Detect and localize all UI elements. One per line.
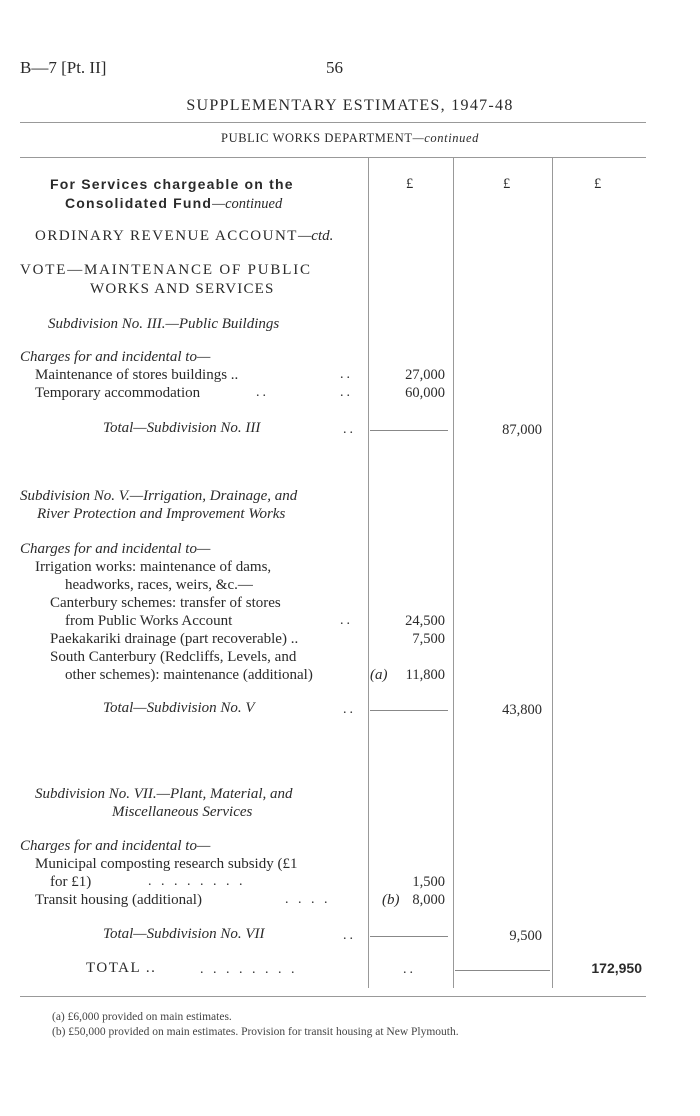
vote-heading-line2: WORKS AND SERVICES — [90, 281, 275, 297]
subdivision-5-line-5-amount: 7,500 — [412, 631, 445, 647]
leader-dots: . . . . . . . . — [148, 874, 246, 889]
subtotal-rule — [370, 430, 448, 431]
total-rule — [455, 970, 550, 971]
subtotal-rule — [370, 936, 448, 937]
page-reference: B—7 [Pt. II] — [20, 58, 107, 77]
subdivision-5-line-4-amount: 24,500 — [405, 613, 445, 629]
leader-dots: .. — [343, 928, 356, 943]
leader-dots: . . . . . . . . — [200, 962, 298, 977]
subdivision-5-heading-line2: River Protection and Improvement Works — [37, 506, 286, 522]
leader-dots: .. — [343, 422, 356, 437]
subdivision-7-line-1: Municipal composting research subsidy (£1 — [35, 856, 298, 872]
account-heading — [35, 228, 333, 245]
subtotal-rule — [370, 710, 448, 711]
account-suffix: —ctd. — [297, 228, 334, 244]
subdivision-5-heading-line1: Subdivision No. V.—Irrigation, Drainage, and — [20, 488, 298, 504]
document-title: SUPPLEMENTARY ESTIMATES, 1947-48 — [186, 97, 514, 114]
column-1-currency: £ — [406, 176, 414, 192]
subdivision-5-charges: Charges for and incidental to— — [20, 541, 211, 557]
subdivision-5-line-3: Canterbury schemes: transfer of stores — [50, 595, 281, 611]
title-rule — [20, 122, 646, 123]
subdivision-5-line-7-amount: 11,800 — [405, 667, 445, 683]
footnote-b: (b) £50,000 provided on main estimates. Provision for transit housing at New Plymouth. — [52, 1026, 459, 1038]
subdivision-7-line-2: for £1) — [50, 874, 92, 890]
column-divider-2 — [453, 158, 454, 988]
subdivision-7-charges: Charges for and incidental to— — [20, 838, 211, 854]
department-heading — [0, 131, 700, 146]
page-number: 56 — [326, 58, 343, 77]
subdivision-3-heading: Subdivision No. III.—Public Buildings — [48, 316, 280, 332]
vote-heading-line1: VOTE—MAINTENANCE OF PUBLIC — [20, 262, 312, 278]
subdivision-5-line-6: South Canterbury (Redcliffs, Levels, and — [50, 649, 297, 665]
leader-dots: .. — [343, 702, 356, 717]
department-name: PUBLIC WORKS DEPARTMENT — [221, 131, 413, 145]
subdivision-5-line-4: from Public Works Account — [65, 613, 233, 629]
leader-dots: .. — [256, 385, 269, 400]
account-name: ORDINARY REVENUE ACCOUNT — [35, 228, 298, 244]
subdivision-5-line-5: Paekakariki drainage (part recoverable) .. — [50, 631, 299, 647]
subdivision-5-total-label: Total—Subdivision No. V — [103, 700, 255, 716]
services-continued: —continued — [212, 196, 283, 212]
column-2-currency: £ — [503, 176, 511, 192]
subdivision-7-line-2-amount: 1,500 — [412, 874, 445, 890]
subdivision-5-line-2: headworks, races, weirs, &c.— — [65, 577, 253, 593]
footnote-marker-a: (a) — [370, 667, 388, 683]
column-3-currency: £ — [594, 176, 602, 192]
footnote-a: (a) £6,000 provided on main estimates. — [52, 1011, 232, 1023]
subdivision-3-total: 87,000 — [502, 422, 542, 438]
subdivision-3-charges: Charges for and incidental to— — [20, 349, 211, 365]
subdivision-3-item-1: Maintenance of stores buildings .. — [35, 367, 239, 383]
table-bottom-rule — [20, 996, 646, 997]
leader-dots: .. — [340, 385, 353, 400]
services-heading-line1: For Services chargeable on the — [50, 176, 294, 192]
leader-dots: .. — [340, 367, 353, 382]
subdivision-7-line-3: Transit housing (additional) — [35, 892, 202, 908]
consolidated-fund-label: Consolidated Fund — [65, 195, 213, 211]
department-continued: —continued — [412, 131, 479, 145]
grand-total-value: 172,950 — [591, 960, 642, 976]
subdivision-7-heading-line1: Subdivision No. VII.—Plant, Material, and — [35, 786, 293, 802]
leader-dots: . . . . — [285, 892, 331, 907]
leader-dots: .. — [340, 613, 353, 628]
column-divider-1 — [368, 158, 369, 988]
subdivision-3-item-2: Temporary accommodation — [35, 385, 201, 401]
subdivision-5-total: 43,800 — [502, 702, 542, 718]
grand-total-column-1: .. — [403, 962, 416, 977]
subdivision-3-item-2-amount: 60,000 — [405, 385, 445, 401]
services-heading-line2 — [65, 195, 282, 213]
subdivision-3-item-1-amount: 27,000 — [405, 367, 445, 383]
column-divider-3 — [552, 158, 553, 988]
grand-total-label: TOTAL .. — [86, 960, 157, 976]
subdivision-5-line-7: other schemes): maintenance (additional) — [65, 667, 313, 683]
subdivision-7-heading-line2: Miscellaneous Services — [112, 804, 253, 820]
subdivision-7-total: 9,500 — [509, 928, 542, 944]
footnote-marker-b: (b) — [382, 892, 400, 908]
subdivision-7-line-3-amount: 8,000 — [412, 892, 445, 908]
subdivision-7-total-label: Total—Subdivision No. VII — [103, 926, 265, 942]
subdivision-3-total-label: Total—Subdivision No. III — [103, 420, 261, 436]
subdivision-5-line-1: Irrigation works: maintenance of dams, — [35, 559, 272, 575]
